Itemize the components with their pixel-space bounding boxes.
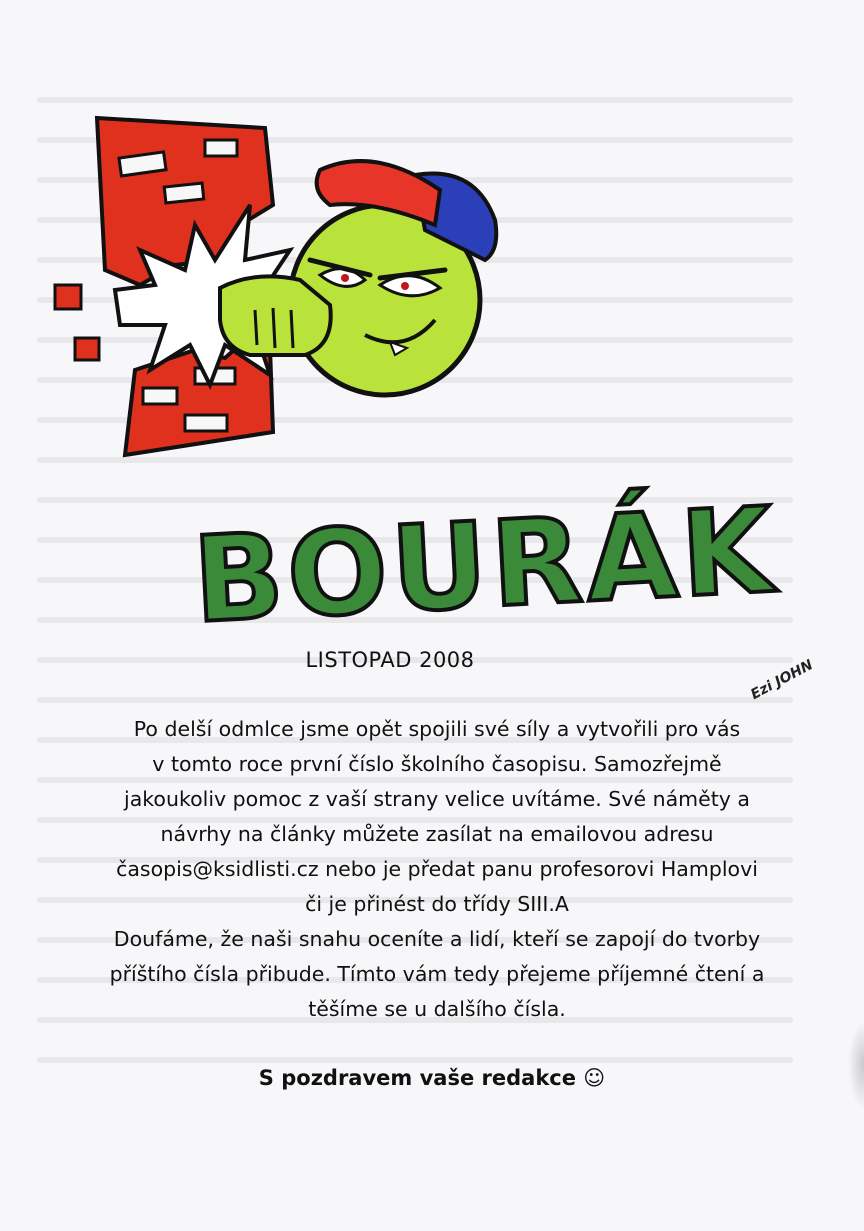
editorial-line: Doufáme, že naši snahu oceníte a lidí, kteří se zapojí do tvorby bbox=[113, 927, 761, 951]
signoff: S pozdravem vaše redakce ☺ bbox=[258, 1066, 606, 1090]
editorial-line: těšíme se u dalšího čísla. bbox=[308, 997, 566, 1021]
brick-wall-punch-icon bbox=[45, 110, 525, 470]
editorial-line: či je přinést do třídy SIII.A bbox=[305, 892, 569, 916]
issue-date: LISTOPAD 2008 bbox=[305, 648, 475, 672]
artist-signature: Ezi JOHN bbox=[748, 656, 816, 704]
editorial-line: návrhy na články můžete zasílat na emailovou adresu bbox=[160, 822, 714, 846]
editorial-line: jakoukoliv pomoc z vaší strany velice uvítáme. Své náměty a bbox=[124, 787, 750, 811]
logo-text: BOURÁK bbox=[189, 480, 781, 650]
editorial-line: časopis@ksidlisti.cz nebo je předat panu profesorovi Hamplovi bbox=[116, 857, 758, 881]
page-edge-shadow bbox=[848, 1020, 864, 1110]
editorial-text bbox=[42, 712, 832, 1027]
magazine-logo bbox=[189, 480, 781, 650]
editorial-line: příštího čísla přibude. Tímto vám tedy přejeme příjemné čtení a bbox=[109, 962, 765, 986]
editorial-line: Po delší odmlce jsme opět spojili své síly a vytvořili pro vás bbox=[133, 717, 741, 741]
editorial-line: v tomto roce první číslo školního časopisu. Samozřejmě bbox=[152, 752, 722, 776]
brick-fragment bbox=[75, 338, 99, 360]
brick-fragment bbox=[55, 285, 81, 309]
